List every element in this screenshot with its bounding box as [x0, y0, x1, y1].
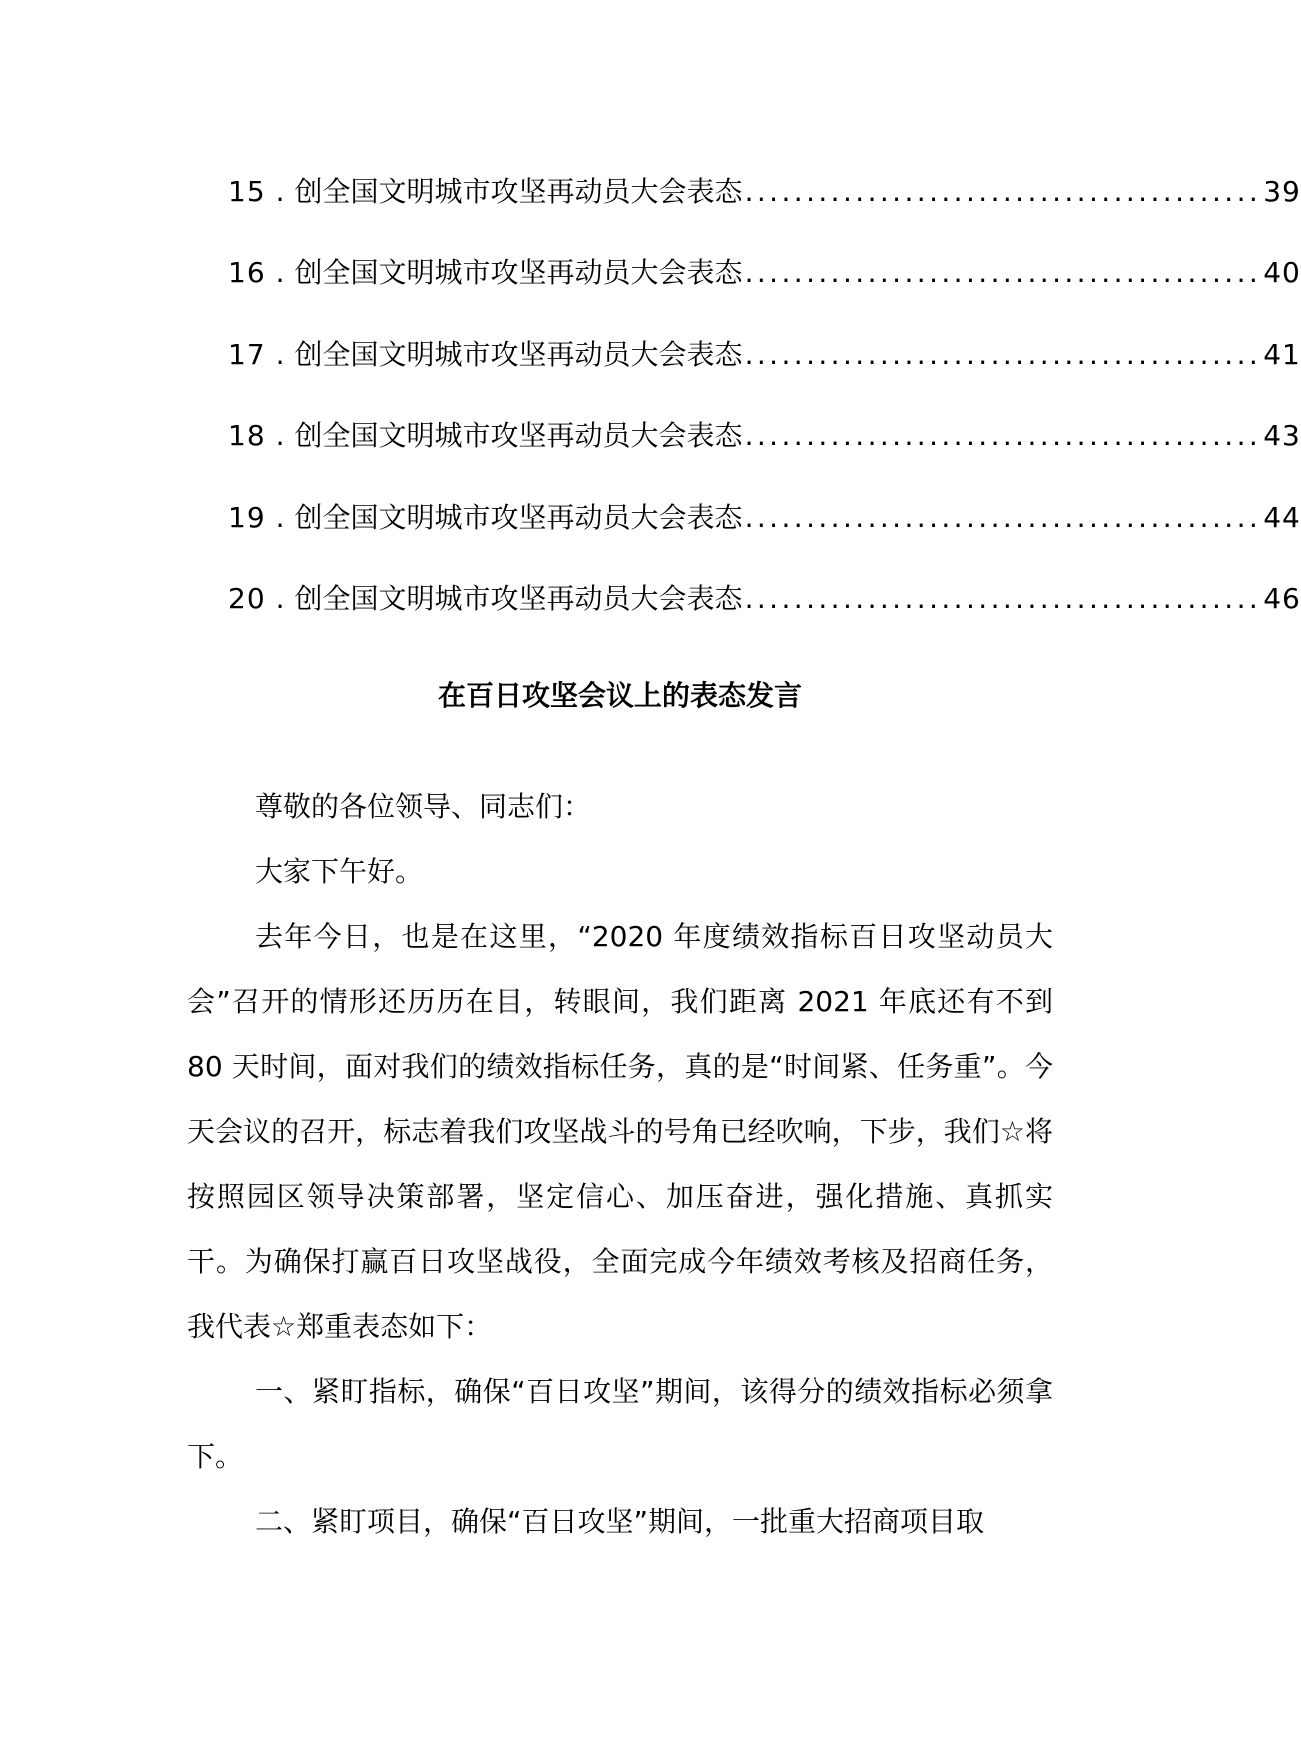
toc-entry-20[interactable] [228, 579, 1301, 660]
toc-entry-number: 20 [228, 581, 266, 615]
toc-dot-leader: .......................................... [744, 500, 1262, 534]
toc-entry-separator: . [275, 337, 285, 371]
toc-entry-number: 16 [228, 256, 266, 290]
body-paragraph: 一、紧盯指标，确保“百日攻坚”期间，该得分的绩效指标必须拿下。 [187, 1375, 1053, 1473]
body-paragraph: 去年今日，也是在这里，“2020 年度绩效指标百日攻坚动员大会”召开的情形还历历在目，转眼间，我们距离 2021 年底还有不到 80 天时间，面对我们的绩效指标任务，真的是“时间紧、任务重”。今天会议的召开，标志着我们攻坚战斗的号角已经吹响，下步，我们☆将按照园区领导决策部署，坚定信心、加压奋进，强化措施、真抓实干。为确保打赢百日攻坚战役，全面完成今年绩效考核及招商任务，我代表☆郑重表态如下： [187, 920, 1053, 1343]
toc-entry-title: 创全国文明城市攻坚再动员大会表态 [294, 581, 743, 615]
toc-entry-page: 39 [1263, 175, 1301, 208]
toc-entry-separator: . [275, 500, 285, 534]
body-paragraph: 二、紧盯项目，确保“百日攻坚”期间，一批重大招商项目取 [255, 1505, 985, 1538]
toc-entry-page: 41 [1263, 337, 1301, 371]
toc-entry-title: 创全国文明城市攻坚再动员大会表态 [294, 175, 743, 208]
toc-entry-title: 创全国文明城市攻坚再动员大会表态 [294, 500, 743, 534]
toc-entry-15[interactable] [228, 172, 1301, 253]
toc-dot-leader: .......................................... [744, 581, 1262, 615]
toc-entry-title: 创全国文明城市攻坚再动员大会表态 [294, 419, 743, 453]
toc-dot-leader: .......................................... [744, 175, 1262, 208]
toc-dot-leader: .......................................... [744, 256, 1262, 290]
toc-entry-19[interactable] [228, 498, 1301, 579]
toc-entry-separator: . [275, 581, 285, 615]
greeting: 大家下午好。 [255, 855, 424, 888]
toc-dot-leader: .......................................... [744, 337, 1262, 371]
toc-entry-separator: . [275, 419, 285, 453]
toc-entry-page: 40 [1263, 256, 1301, 290]
toc-entry-18[interactable] [228, 416, 1301, 497]
toc-entry-separator: . [275, 175, 285, 208]
toc-entry-17[interactable] [228, 335, 1301, 416]
article-title: 在百日攻坚会议上的表态发言 [437, 679, 802, 712]
toc-entry-title: 创全国文明城市攻坚再动员大会表态 [294, 337, 743, 371]
toc-entry-16[interactable] [228, 253, 1301, 334]
toc-entry-page: 43 [1263, 419, 1301, 453]
article-body [187, 774, 1053, 1554]
toc-dot-leader: .......................................... [744, 419, 1262, 453]
toc-entry-number: 19 [228, 500, 266, 534]
toc-entry-number: 17 [228, 337, 266, 371]
toc-entry-number: 18 [228, 419, 266, 453]
salutation: 尊敬的各位领导、同志们： [255, 790, 592, 823]
table-of-contents [228, 172, 1301, 660]
toc-entry-separator: . [275, 256, 285, 290]
toc-entry-page: 44 [1263, 500, 1301, 534]
toc-entry-page: 46 [1263, 581, 1301, 615]
toc-entry-number: 15 [228, 175, 266, 208]
toc-entry-title: 创全国文明城市攻坚再动员大会表态 [294, 256, 743, 290]
